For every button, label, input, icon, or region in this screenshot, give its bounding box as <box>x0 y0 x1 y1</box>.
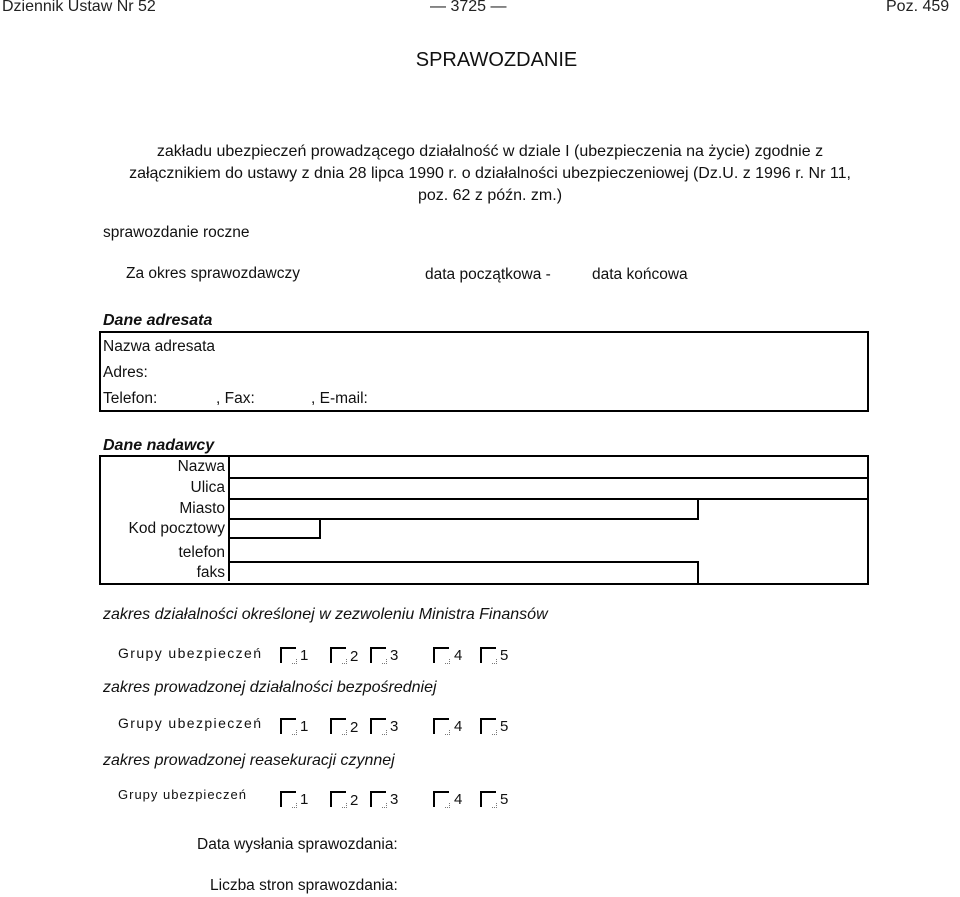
sender-street-line <box>230 498 867 500</box>
position-number: Poz. 459 <box>886 0 950 15</box>
permit-group-4-number: 4 <box>454 647 463 664</box>
section-permit-title: zakres działalności określonej w zezwoleniu Ministra Finansów <box>103 606 548 623</box>
sender-city-label: Miasto <box>179 500 225 517</box>
direct-group-5-number: 5 <box>500 718 509 735</box>
journal-name: Dziennik Ustaw Nr 52 <box>2 0 156 15</box>
permit-group-4-checkbox[interactable] <box>433 647 449 663</box>
direct-group-3-number: 3 <box>390 718 399 735</box>
sender-city-end <box>697 498 699 520</box>
page-count-field[interactable]: Liczba stron sprawozdania: <box>210 877 398 894</box>
report-type: sprawozdanie roczne <box>103 224 250 241</box>
recipient-address-field[interactable]: Adres: <box>103 364 148 381</box>
permit-group-3-checkbox[interactable] <box>370 647 386 663</box>
permit-group-1-number: 1 <box>300 647 309 664</box>
direct-group-2-number: 2 <box>350 719 359 736</box>
sender-name-label: Nazwa <box>177 458 225 475</box>
recipient-email-field[interactable]: , E-mail: <box>311 390 368 407</box>
reinsurance-group-3-checkbox[interactable] <box>370 791 386 807</box>
document-title: SPRAWOZDANIE <box>415 49 578 71</box>
reinsurance-group-1-number: 1 <box>300 791 309 808</box>
recipient-phone-field[interactable]: Telefon: <box>103 390 158 407</box>
section-direct-groups-label: Grupy ubezpieczeń <box>118 715 263 731</box>
page-number: — 3725 — <box>430 0 507 15</box>
reinsurance-group-3-number: 3 <box>390 791 399 808</box>
sender-postal-end <box>319 518 321 538</box>
section-reinsurance-title: zakres prowadzonej reasekuracji czynnej <box>103 752 395 769</box>
sender-phone-label: telefon <box>178 544 225 561</box>
document-subtitle <box>100 141 880 207</box>
sender-heading: Dane nadawcy <box>103 437 215 454</box>
direct-group-4-checkbox[interactable] <box>433 718 449 734</box>
section-direct-title: zakres prowadzonej działalności bezpośredniej <box>103 679 437 696</box>
permit-group-1-checkbox[interactable] <box>280 647 296 663</box>
direct-group-3-checkbox[interactable] <box>370 718 386 734</box>
reinsurance-group-2-number: 2 <box>350 792 359 809</box>
sender-street-label: Ulica <box>190 479 225 496</box>
permit-group-5-checkbox[interactable] <box>480 647 496 663</box>
section-permit-groups-label: Grupy ubezpieczeń <box>118 645 263 661</box>
direct-group-1-checkbox[interactable] <box>280 718 296 734</box>
period-end[interactable]: data końcowa <box>592 266 688 283</box>
subtitle-line-3: poz. 62 z późn. zm.) <box>417 187 563 204</box>
sender-fax-label: faks <box>196 564 225 581</box>
direct-group-4-number: 4 <box>454 718 463 735</box>
recipient-name-field[interactable]: Nazwa adresata <box>103 338 216 355</box>
permit-group-5-number: 5 <box>500 647 509 664</box>
reinsurance-group-2-checkbox[interactable] <box>330 791 346 807</box>
recipient-heading: Dane adresata <box>103 312 213 329</box>
period-start[interactable]: data początkowa - <box>425 266 551 283</box>
period-label: Za okres sprawozdawczy <box>126 265 301 282</box>
subtitle-line-1: zakładu ubezpieczeń prowadzącego działalność w dziale I (ubezpieczenia na życie) zgodnie z <box>156 143 824 160</box>
direct-group-1-number: 1 <box>300 718 309 735</box>
section-reinsurance-groups-label: Grupy ubezpieczeń <box>118 787 248 802</box>
permit-group-3-number: 3 <box>390 647 399 664</box>
direct-group-5-checkbox[interactable] <box>480 718 496 734</box>
reinsurance-group-5-number: 5 <box>500 791 509 808</box>
subtitle-line-2: załącznikiem do ustawy z dnia 28 lipca 1990 r. o działalności ubezpieczeniowej (Dz.U. z 1996 r. Nr 11, <box>129 165 851 182</box>
reinsurance-group-1-checkbox[interactable] <box>280 791 296 807</box>
reinsurance-group-4-checkbox[interactable] <box>433 791 449 807</box>
direct-group-2-checkbox[interactable] <box>330 718 346 734</box>
sender-phone-line <box>230 561 699 563</box>
sender-name-line <box>230 477 867 479</box>
reinsurance-group-4-number: 4 <box>454 791 463 808</box>
permit-group-2-checkbox[interactable] <box>330 647 346 663</box>
sender-postal-label: Kod pocztowy <box>128 520 225 537</box>
reinsurance-group-5-checkbox[interactable] <box>480 791 496 807</box>
sender-fax-end <box>697 561 699 583</box>
send-date-field[interactable]: Data wysłania sprawozdania: <box>197 836 398 853</box>
permit-group-2-number: 2 <box>350 648 359 665</box>
sender-postal-line <box>230 537 321 539</box>
recipient-fax-field[interactable]: , Fax: <box>216 390 255 407</box>
sender-city-line <box>230 518 698 520</box>
